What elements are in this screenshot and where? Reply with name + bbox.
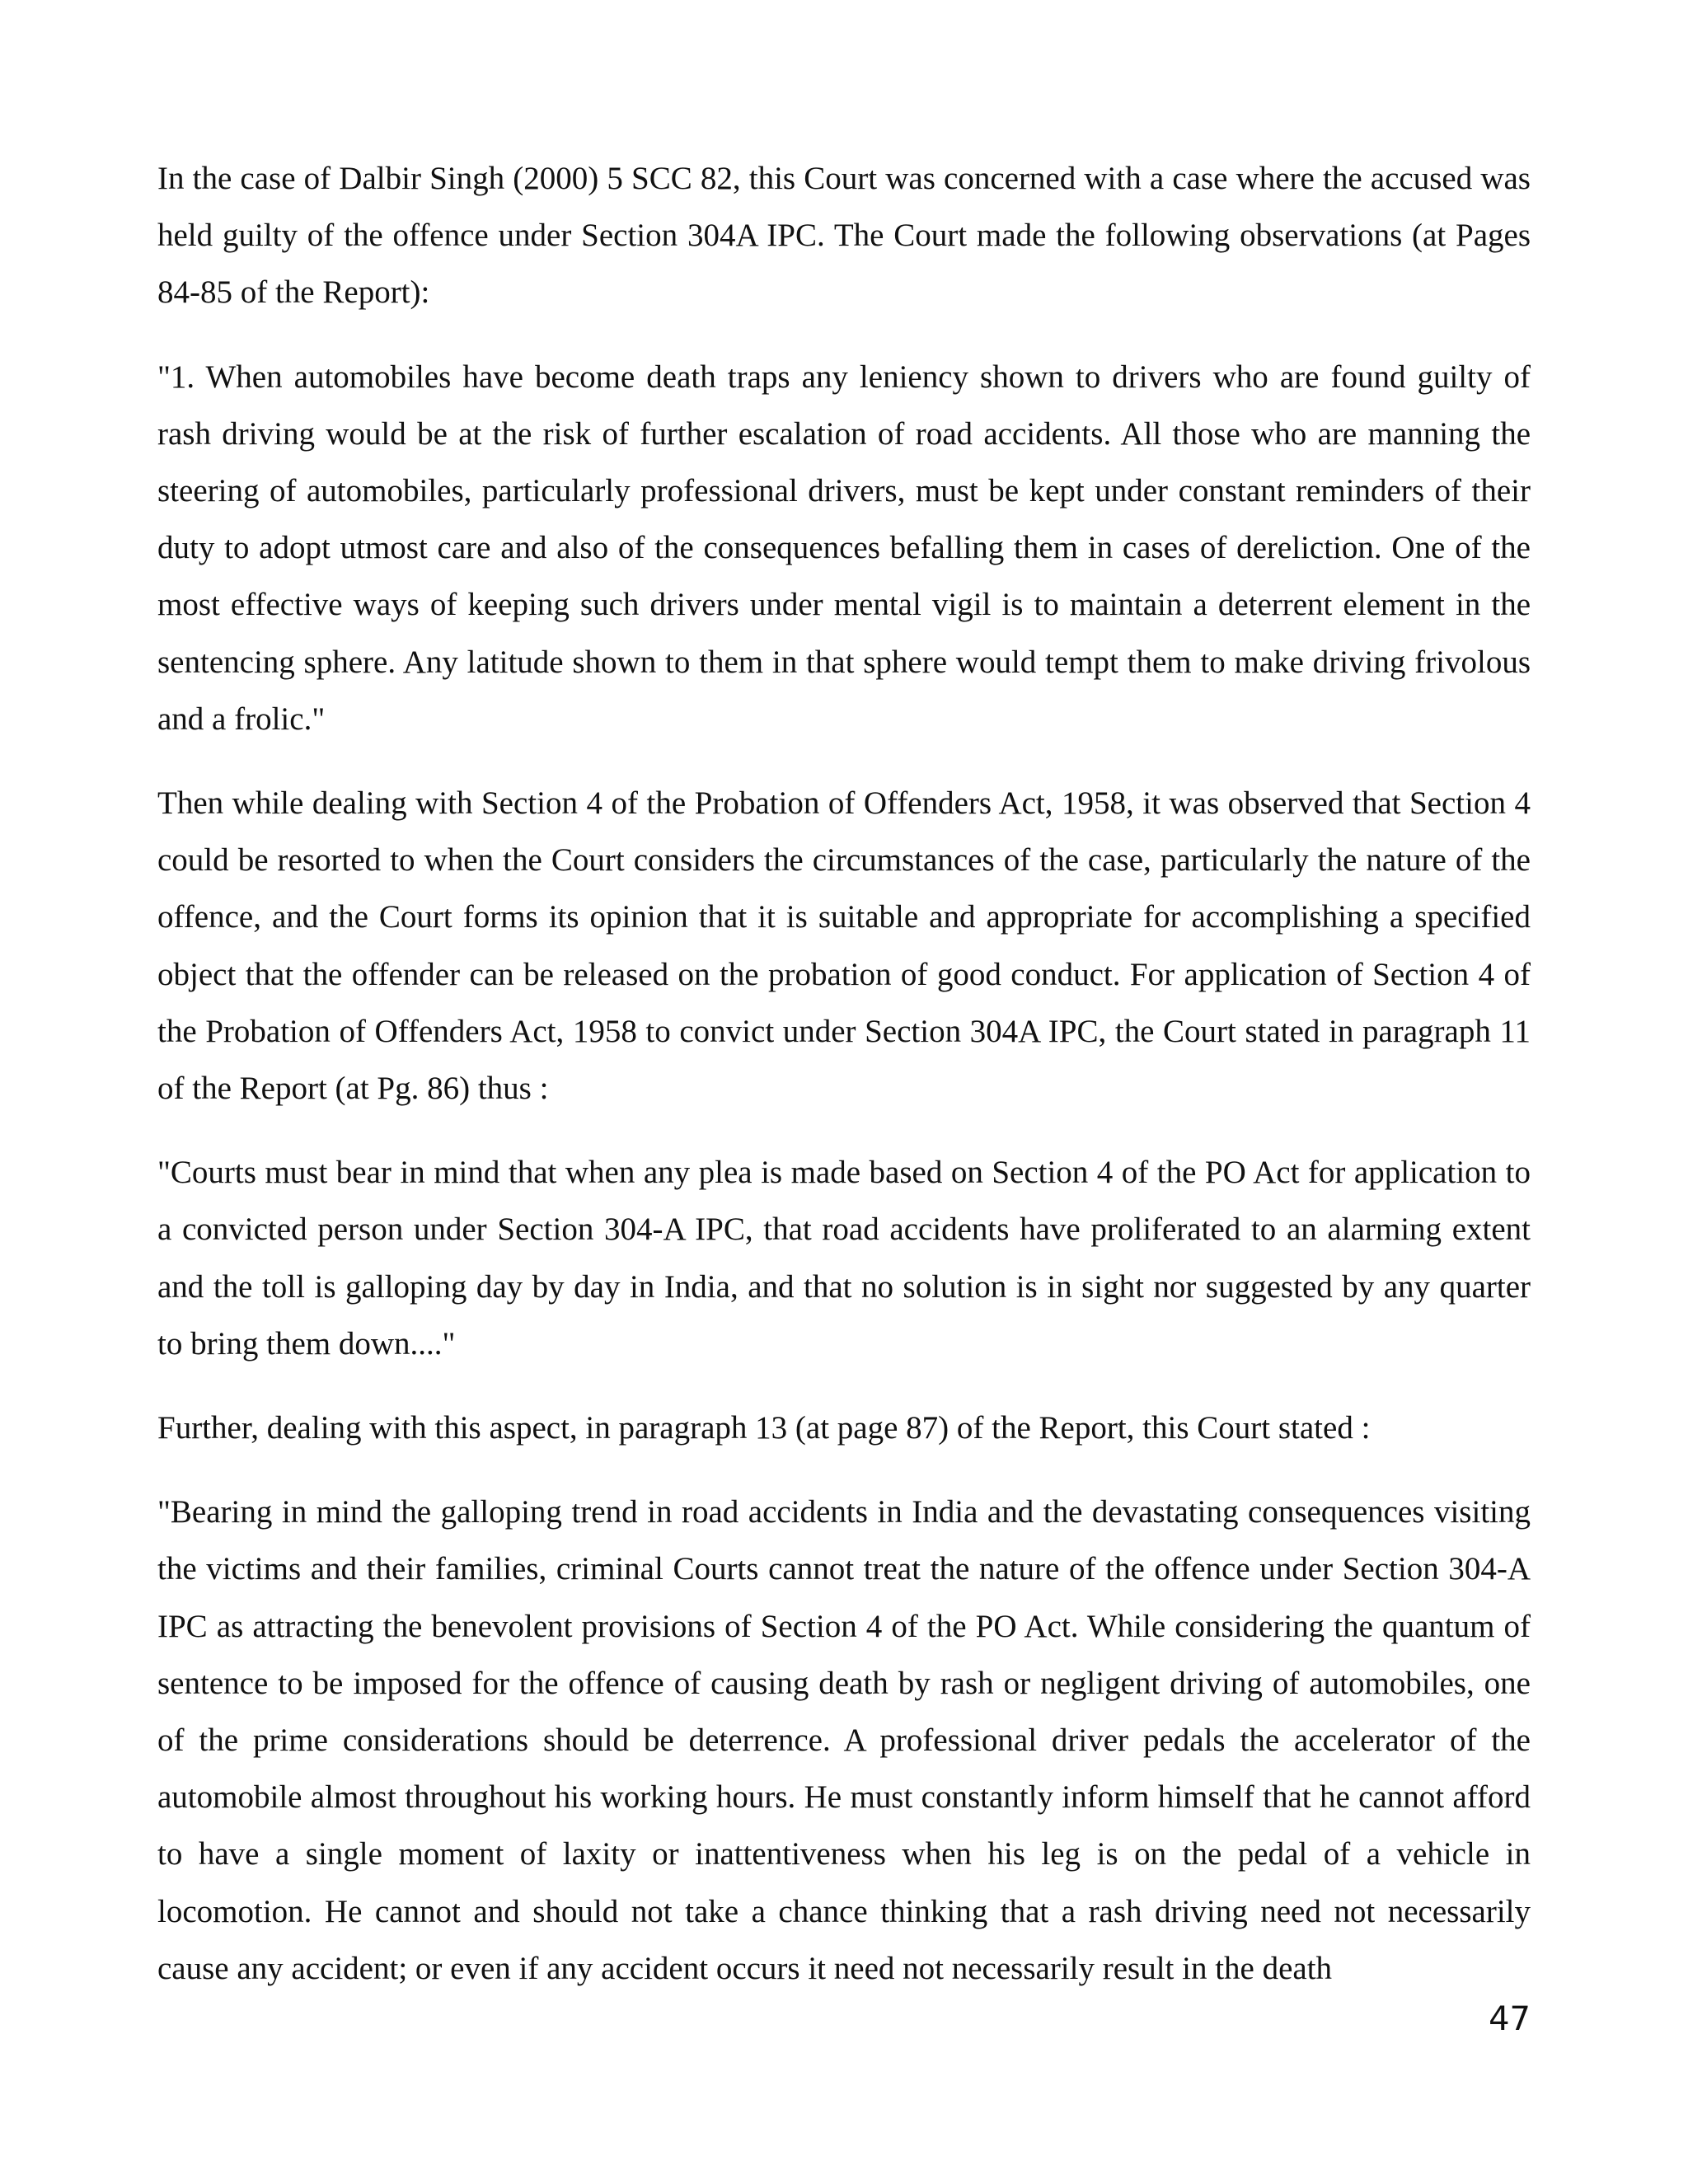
paragraph-further: Further, dealing with this aspect, in paragraph 13 (at page 87) of the Report, this Court stated : [157, 1410, 1371, 1446]
page-number: 47 [1489, 2000, 1531, 2038]
paragraph-intro: In the case of Dalbir Singh (2000) 5 SCC 82, this Court was concerned with a case where the accused was held guilty of the offence under Section 304A IPC. The Court made the following observations (at Pages 84-85 of the Report): [157, 161, 1531, 311]
document-body [157, 150, 1531, 2024]
quote-paragraph-11: "Courts must bear in mind that when any plea is made based on Section 4 of the PO Act for application to a convicted person under Section 304-A IPC, that road accidents have proliferated to an alarming extent and the toll is galloping day by day in India, and that no solution is in sight nor suggested by any quarter to bring them down...." [157, 1155, 1531, 1361]
quote-paragraph-1: "1. When automobiles have become death traps any leniency shown to drivers who are found guilty of rash driving would be at the risk of further escalation of road accidents. All those who are manning the steering of automobiles, particularly professional drivers, must be kept under constant reminders of their duty to adopt utmost care and also of the consequences befalling them in cases of dereliction. One of the most effective ways of keeping such drivers under mental vigil is to maintain a deterrent element in the sentencing sphere. Any latitude shown to them in that sphere would tempt them to make driving frivolous and a frolic." [157, 359, 1531, 737]
quote-paragraph-13: "Bearing in mind the galloping trend in road accidents in India and the devastating consequences visiting the victims and their families, criminal Courts cannot treat the nature of the offence under Section 304-A IPC as attracting the benevolent provisions of Section 4 of the PO Act. While considering the quantum of sentence to be imposed for the offence of causing death by rash or negligent driving of automobiles, one of the prime considerations should be deterrence. A professional driver pedals the accelerator of the automobile almost throughout his working hours. He must constantly inform himself that he cannot afford to have a single moment of laxity or inattentiveness when his leg is on the pedal of a vehicle in locomotion. He cannot and should not take a chance thinking that a rash driving need not necessarily cause any accident; or even if any accident occurs it need not necessarily result in the death [157, 1494, 1531, 1986]
paragraph-probation: Then while dealing with Section 4 of the Probation of Offenders Act, 1958, it was observed that Section 4 could be resorted to when the Court considers the circumstances of the case, particularly the nature of the offence, and the Court forms its opinion that it is suitable and appropriate for accomplishing a specified object that the offender can be released on the probation of good conduct. For application of Section 4 of the Probation of Offenders Act, 1958 to convict under Section 304A IPC, the Court stated in paragraph 11 of the Report (at Pg. 86) thus : [157, 785, 1531, 1107]
